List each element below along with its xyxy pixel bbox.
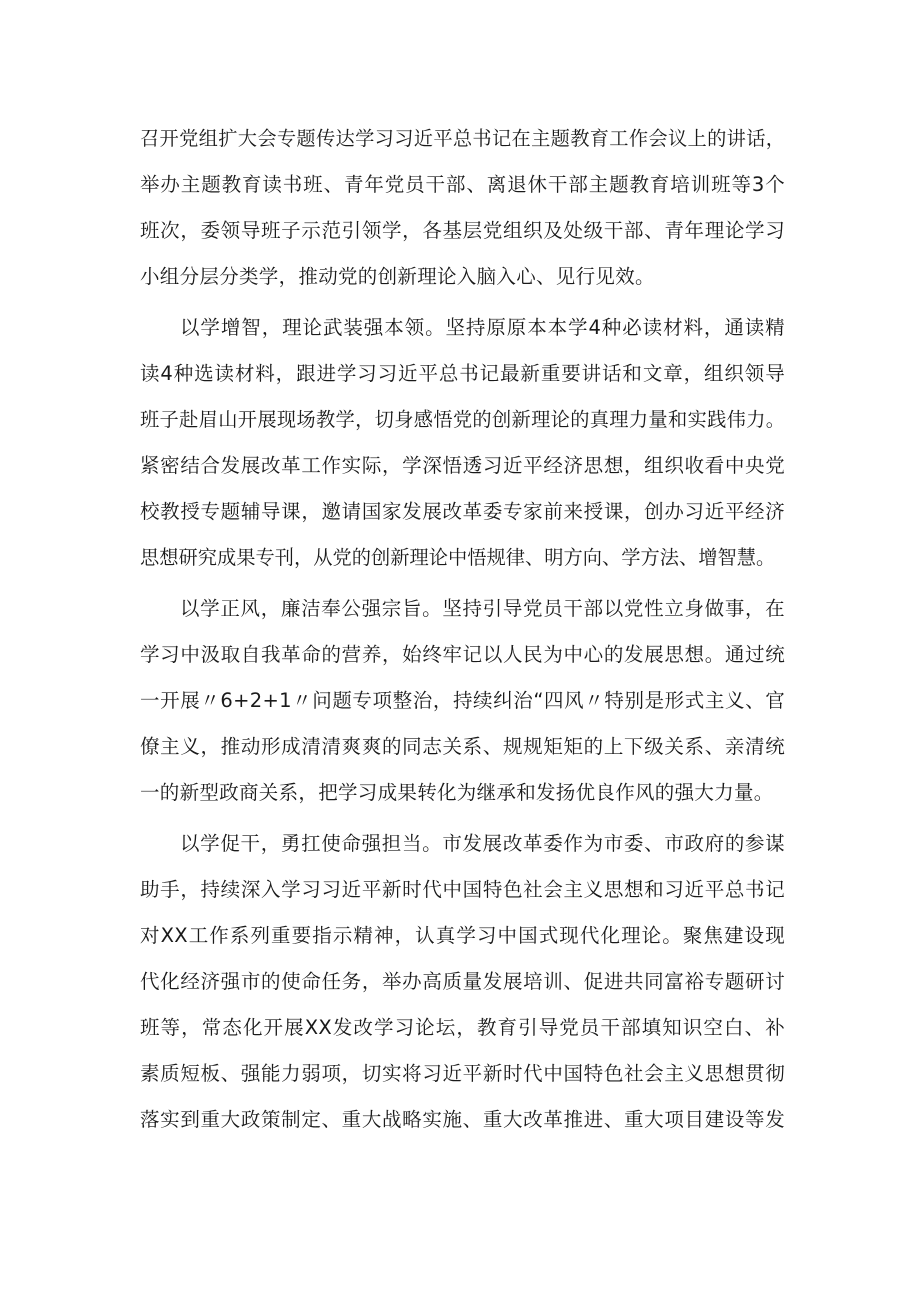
- paragraph-3-line-3: 一开展〃6+2+1〃问题专项整治，持续纠治“四风〃特别是形式主义、官: [140, 689, 785, 712]
- paragraph-1-line-1: 召开党组扩大会专题传达学习习近平总书记在主题教育工作会议上的讲话，: [140, 127, 785, 150]
- paragraph-3-line-1: 以学正风，廉洁奉公强宗旨。坚持引导党员干部以党性立身做事，在: [180, 597, 785, 620]
- paragraph-1-line-4: 小组分层分类学，推动党的创新理论入脑入心、见行见效。: [140, 265, 655, 288]
- paragraph-2-line-5: 校教授专题辅导课，邀请国家发展改革委专家前来授课，创办习近平经济: [140, 500, 785, 523]
- paragraph-2-line-6: 思想研究成果专刊，从党的创新理论中悟规律、明方向、学方法、增智慧。: [140, 546, 776, 569]
- paragraph-4-line-3: 对XX工作系列重要指示精神，认真学习中国式现代化理论。聚焦建设现: [140, 924, 785, 947]
- paragraph-4-line-6: 素质短板、强能力弱项，切实将习近平新时代中国特色社会主义思想贯彻: [140, 1062, 785, 1085]
- paragraph-3-line-5: 一的新型政商关系，把学习成果转化为继承和发扬优良作风的强大力量。: [140, 781, 774, 804]
- paragraph-1-line-2: 举办主题教育读书班、青年党员干部、离退休干部主题教育培训班等3个: [140, 173, 785, 196]
- paragraph-2-line-2: 读4种选读材料，跟进学习习近平总书记最新重要讲话和文章，组织领导: [140, 362, 785, 385]
- paragraph-3-line-2: 学习中汲取自我革命的营养，始终牢记以人民为中心的发展思想。通过统: [140, 643, 785, 666]
- paragraph-4-line-4: 代化经济强市的使命任务，举办高质量发展培训、促进共同富裕专题研讨: [140, 970, 785, 993]
- paragraph-2-line-4: 紧密结合发展改革工作实际，学深悟透习近平经济思想，组织收看中央党: [140, 454, 785, 477]
- paragraph-1-line-3: 班次，委领导班子示范引领学，各基层党组织及处级干部、青年理论学习: [140, 219, 785, 242]
- paragraph-4-line-1: 以学促干，勇扛使命强担当。市发展改革委作为市委、市政府的参谋: [180, 832, 785, 855]
- paragraph-4-line-2: 助手，持续深入学习习近平新时代中国特色社会主义思想和习近平总书记: [140, 878, 785, 901]
- paragraph-3-line-4: 僚主义，推动形成清清爽爽的同志关系、规规矩矩的上下级关系、亲清统: [140, 735, 785, 758]
- paragraph-4-line-7: 落实到重大政策制定、重大战略实施、重大改革推进、重大项目建设等发: [140, 1108, 785, 1131]
- paragraph-2-line-1: 以学增智，理论武装强本领。坚持原原本本学4种必读材料，通读精: [180, 316, 785, 339]
- paragraph-2-line-3: 班子赴眉山开展现场教学，切身感悟党的创新理论的真理力量和实践伟力。: [140, 408, 785, 431]
- paragraph-4-line-5: 班等，常态化开展XX发改学习论坛，教育引导党员干部填知识空白、补: [140, 1016, 785, 1039]
